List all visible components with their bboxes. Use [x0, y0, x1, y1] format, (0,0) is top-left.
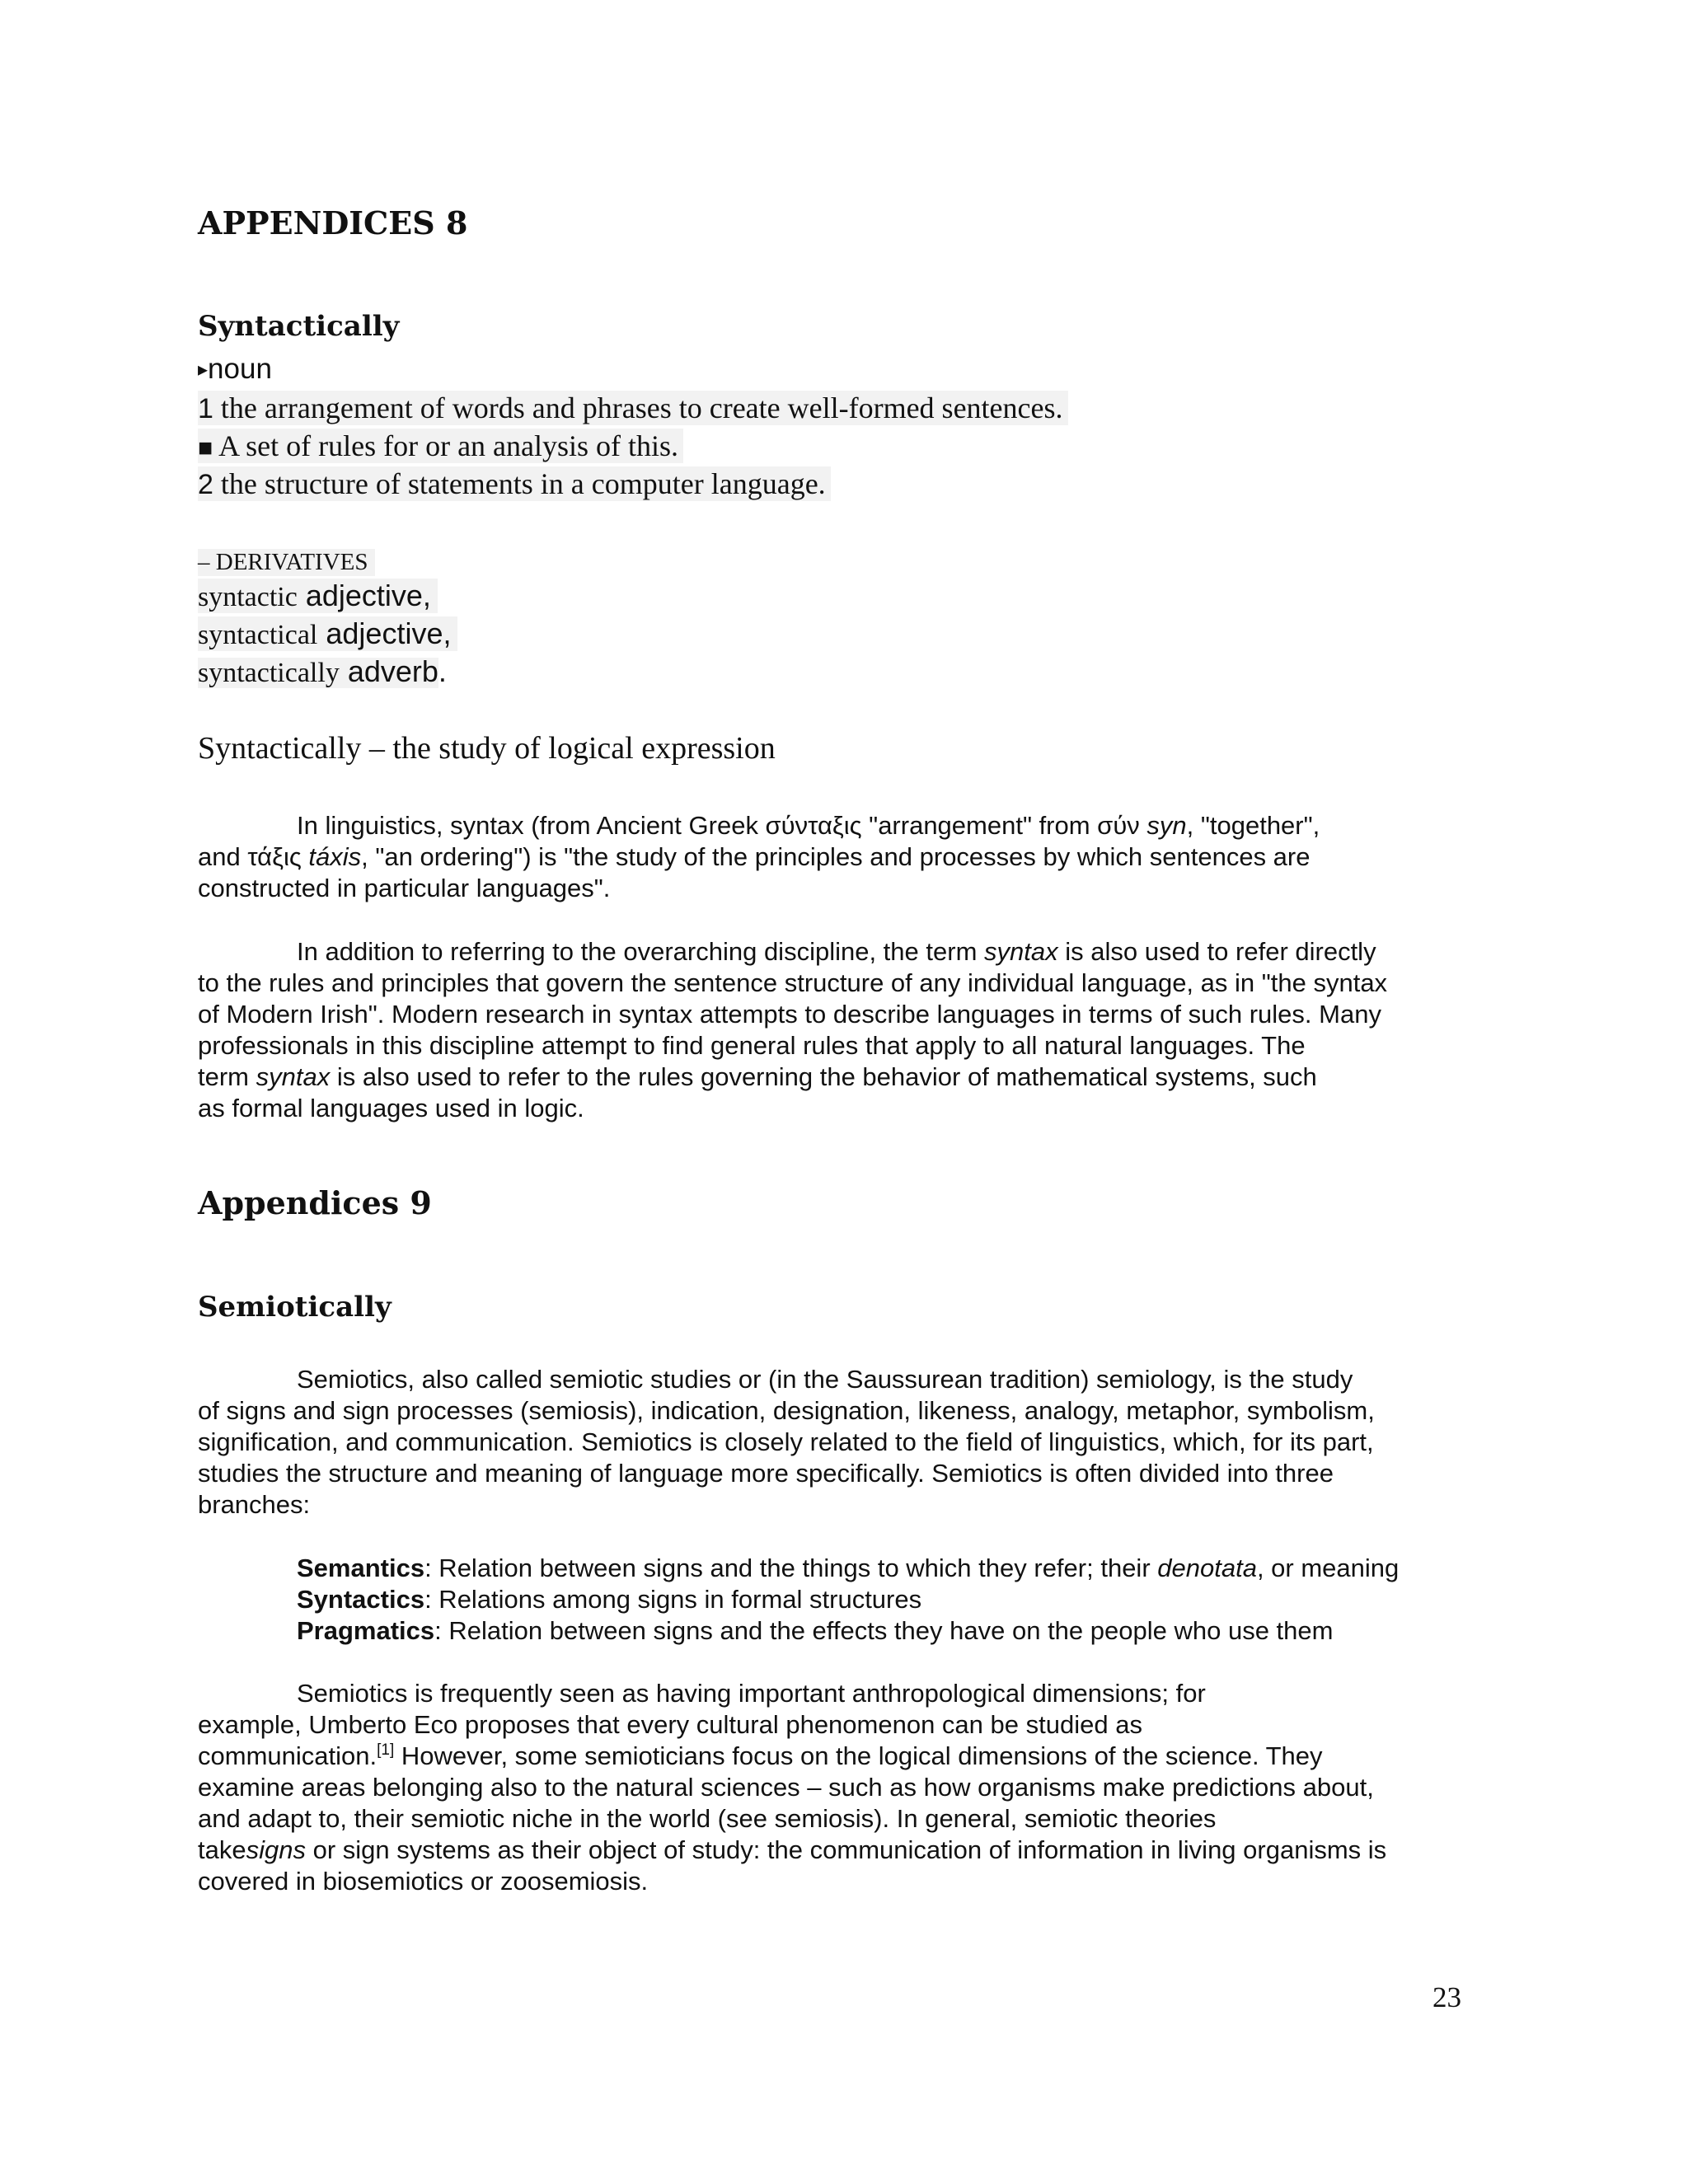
text-line: examine areas belonging also to the natural sciences – such as how organisms make predictions about,	[198, 1773, 1374, 1802]
text-line: professionals in this discipline attempt to find general rules that apply to all natural languages. The	[198, 1031, 1306, 1060]
text-run: In addition to referring to the overarching discipline, the term	[297, 937, 985, 966]
definition-1-sub	[198, 429, 683, 463]
text-line	[198, 1062, 1387, 1093]
text-line: Semiotics is frequently seen as having important anthropological dimensions; for	[297, 1679, 1206, 1708]
text-line	[198, 936, 1387, 968]
footnote-reference[interactable]: [1]	[377, 1741, 395, 1759]
derivative-pos: adjective,	[317, 616, 452, 650]
branch-term: Semantics	[297, 1554, 425, 1582]
section-title-semiotically: Semiotically	[198, 1291, 392, 1324]
text-run: However, some semioticians focus on the logical dimensions of the science. They	[394, 1741, 1323, 1770]
italic-run: táxis	[308, 842, 362, 871]
branch-text: : Relation between signs and the things to which they refer; their	[424, 1554, 1158, 1582]
derivative-item	[198, 654, 447, 689]
italic-run: denotata	[1157, 1554, 1257, 1582]
definition-sub-text: A set of rules for or an analysis of this.	[213, 429, 679, 462]
derivative-pos: adjective,	[297, 579, 431, 612]
italic-run: syntax	[984, 937, 1058, 966]
italic-run: syn	[1146, 811, 1187, 840]
text-run: and τάξις	[198, 842, 309, 871]
definition-number: 2	[198, 469, 213, 500]
italic-run: signs	[246, 1835, 306, 1864]
semiotics-branches-list	[297, 1553, 1399, 1647]
branch-term: Syntactics	[297, 1585, 425, 1614]
text-line: example, Umberto Eco proposes that every cultural phenomenon can be studied as	[198, 1710, 1142, 1739]
text-run: term	[198, 1062, 256, 1091]
text-line	[198, 1835, 1386, 1866]
derivative-pos: adverb	[339, 654, 438, 688]
definition-1	[198, 391, 1068, 425]
heading-appendices-8: APPENDICES 8	[198, 204, 468, 241]
branch-item-pragmatics	[297, 1615, 1399, 1647]
text-line: constructed in particular languages".	[198, 874, 611, 902]
text-line: of signs and sign processes (semiosis), indication, designation, likeness, analogy, metaphor, symbolism,	[198, 1396, 1375, 1425]
derivative-item	[198, 579, 438, 613]
text-run: is also used to refer directly	[1057, 937, 1376, 966]
text-run: In linguistics, syntax (from Ancient Greek σύνταξις "arrangement" from σύν	[297, 811, 1147, 840]
definition-number: 1	[198, 393, 213, 424]
definition-text: the arrangement of words and phrases to create well-formed sentences.	[213, 391, 1063, 424]
text-line: of Modern Irish". Modern research in syntax attempts to describe languages in terms of such rules. Many	[198, 1000, 1381, 1029]
text-line: branches:	[198, 1490, 311, 1519]
text-run: communication.	[198, 1741, 377, 1770]
text-run: , "an ordering") is "the study of the principles and processes by which sentences are	[361, 842, 1311, 871]
text-line: to the rules and principles that govern the sentence structure of any individual language, as in "the syntax	[198, 968, 1388, 997]
italic-run: syntax	[256, 1062, 331, 1091]
square-bullet-icon: ■	[198, 434, 213, 462]
branch-item-syntactics	[297, 1584, 1399, 1615]
text-run: , "together",	[1186, 811, 1320, 840]
branch-text: , or meaning	[1256, 1554, 1400, 1582]
text-run: is also used to refer to the rules governing the behavior of mathematical systems, such	[330, 1062, 1317, 1091]
text-line	[198, 841, 1320, 873]
section-title-syntactically: Syntactically	[198, 310, 400, 343]
syntax-paragraph-1	[198, 810, 1320, 904]
text-line	[198, 810, 1320, 841]
text-line	[198, 1741, 1386, 1772]
text-line: studies the structure and meaning of language more specifically. Semiotics is often divided into three	[198, 1459, 1334, 1488]
branch-item-semantics	[297, 1553, 1399, 1584]
text-run: or sign systems as their object of study: the communication of information in living organisms is	[305, 1835, 1387, 1864]
text-line: as formal languages used in logic.	[198, 1094, 584, 1122]
page-number: 23	[1432, 1981, 1461, 2013]
branch-text: : Relations among signs in formal structures	[424, 1585, 922, 1614]
branch-text: : Relation between signs and the effects they have on the people who use them	[434, 1616, 1334, 1645]
triangle-marker-icon: ▸	[198, 359, 209, 381]
text-run: take	[198, 1835, 246, 1864]
syntax-paragraph-2	[198, 936, 1387, 1124]
text-line: covered in biosemiotics or zoosemiosis.	[198, 1867, 649, 1896]
pos-label: noun	[208, 353, 272, 385]
definition-2	[198, 466, 831, 501]
text-line: Semiotics, also called semiotic studies or (in the Saussurean tradition) semiology, is the study	[297, 1365, 1353, 1394]
derivative-item	[198, 616, 457, 651]
derivative-end: .	[438, 654, 447, 688]
derivative-word: syntactic	[198, 582, 298, 612]
heading-appendices-9: Appendices 9	[198, 1184, 432, 1221]
semiotics-paragraph-1	[198, 1364, 1375, 1521]
derivative-word: syntactical	[198, 620, 318, 650]
derivative-highlight	[198, 654, 438, 688]
definition-text: the structure of statements in a computer language.	[213, 467, 826, 500]
part-of-speech	[198, 353, 272, 386]
text-line: signification, and communication. Semiotics is closely related to the field of linguistics, which, for its part,	[198, 1427, 1374, 1456]
semiotics-paragraph-2	[198, 1678, 1386, 1897]
branch-term: Pragmatics	[297, 1616, 435, 1645]
text-line: and adapt to, their semiotic niche in the world (see semiosis). In general, semiotic theories	[198, 1804, 1217, 1833]
derivative-word: syntactically	[198, 658, 340, 688]
derivatives-label: – DERIVATIVES	[198, 549, 375, 576]
section-subtitle: Syntactically – the study of logical expression	[198, 731, 776, 766]
